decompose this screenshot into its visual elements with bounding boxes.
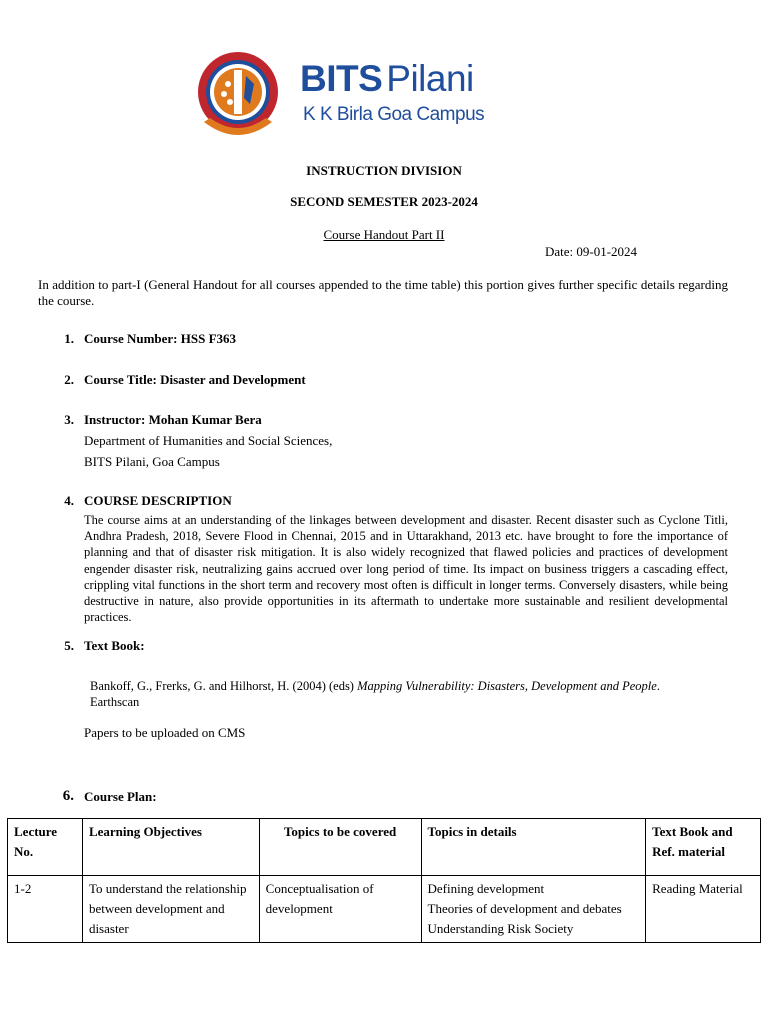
item-number: 6. [62,788,74,804]
course-title: Course Title: Disaster and Development [84,372,306,387]
header-topics: Topics to be covered [259,819,421,876]
textbook-title: Mapping Vulnerability: Disasters, Development and People [357,679,657,693]
course-number: Course Number: HSS F363 [84,331,237,346]
textbook-publisher: Earthscan [90,695,140,710]
course-description-text: The course aims at an understanding of the linkages between development and disaster. Recent disaster such as Cyclone Titli, Andhra Pradesh, 2018, Severe Flood in Chennai, 2015 and in Uttarakhand, 2013 etc. have brought to fore the importance of planning and that of disaster risk mitigation. It is also widely recognized that flawed policies and practices of development engender disaster risk, neutralizing gains accrued over long period of time. Its impact on business triggers a cascading effect, crippling vital functions in the short term and recovery most often is difficult in longer terms. Conversely disasters, while being destructive in nature, also provide opportunities in its aftermath to undertake more sustainable and resilient developmental practices. [84,513,728,625]
header-textbook: Text Book and Ref. material [646,819,761,876]
bits-seal-icon [194,44,282,148]
textbook-title-end: . [656,679,660,693]
intro-paragraph: In addition to part-I (General Handout for all courses appended to the time table) this portion gives further specific details regarding the course. [38,277,728,308]
item-number: 3. [64,412,74,427]
instructor-department: Department of Humanities and Social Sciences, [84,433,333,448]
table-row [8,876,761,943]
course-plan-table [7,818,761,943]
instructor-name: Instructor: Mohan Kumar Bera [84,412,262,427]
item-number: 5. [64,638,74,653]
handout-heading: Course Handout Part II [323,227,445,242]
brand-name: BITS [300,58,383,99]
brand-name-light: Pilani [386,58,474,99]
cell-objectives: To understand the relationship between development and disaster [82,876,259,943]
cell-topics: Conceptualisation of development [259,876,421,943]
textbook-reference [90,678,730,710]
course-description-heading: COURSE DESCRIPTION [84,493,232,508]
textbook-heading: Text Book: [84,638,145,653]
course-plan-heading: Course Plan: [84,789,157,804]
papers-note: Papers to be uploaded on CMS [84,725,246,740]
campus-name: K K Birla Goa Campus [303,104,485,125]
division-heading: INSTRUCTION DIVISION [306,163,462,178]
header-details: Topics in details [421,819,646,876]
header-lecture: Lecture No. [8,819,83,876]
cell-textbook: Reading Material [646,876,761,943]
item-number: 2. [64,372,74,387]
table-header-row [8,819,761,876]
item-number: 4. [64,493,74,508]
handout-date: Date: 09-01-2024 [545,244,638,259]
detail-item: Theories of development and debates [427,901,622,916]
semester-heading: SECOND SEMESTER 2023-2024 [290,194,478,209]
cell-lecture: 1-2 [8,876,83,943]
header-objectives: Learning Objectives [82,819,259,876]
item-number: 1. [64,331,74,346]
instructor-campus: BITS Pilani, Goa Campus [84,454,220,469]
cell-details [421,876,646,943]
textbook-authors: Bankoff, G., Frerks, G. and Hilhorst, H. (2004) (eds) [90,679,358,693]
detail-item: Defining development [427,881,545,896]
detail-item: Understanding Risk Society [427,921,574,936]
